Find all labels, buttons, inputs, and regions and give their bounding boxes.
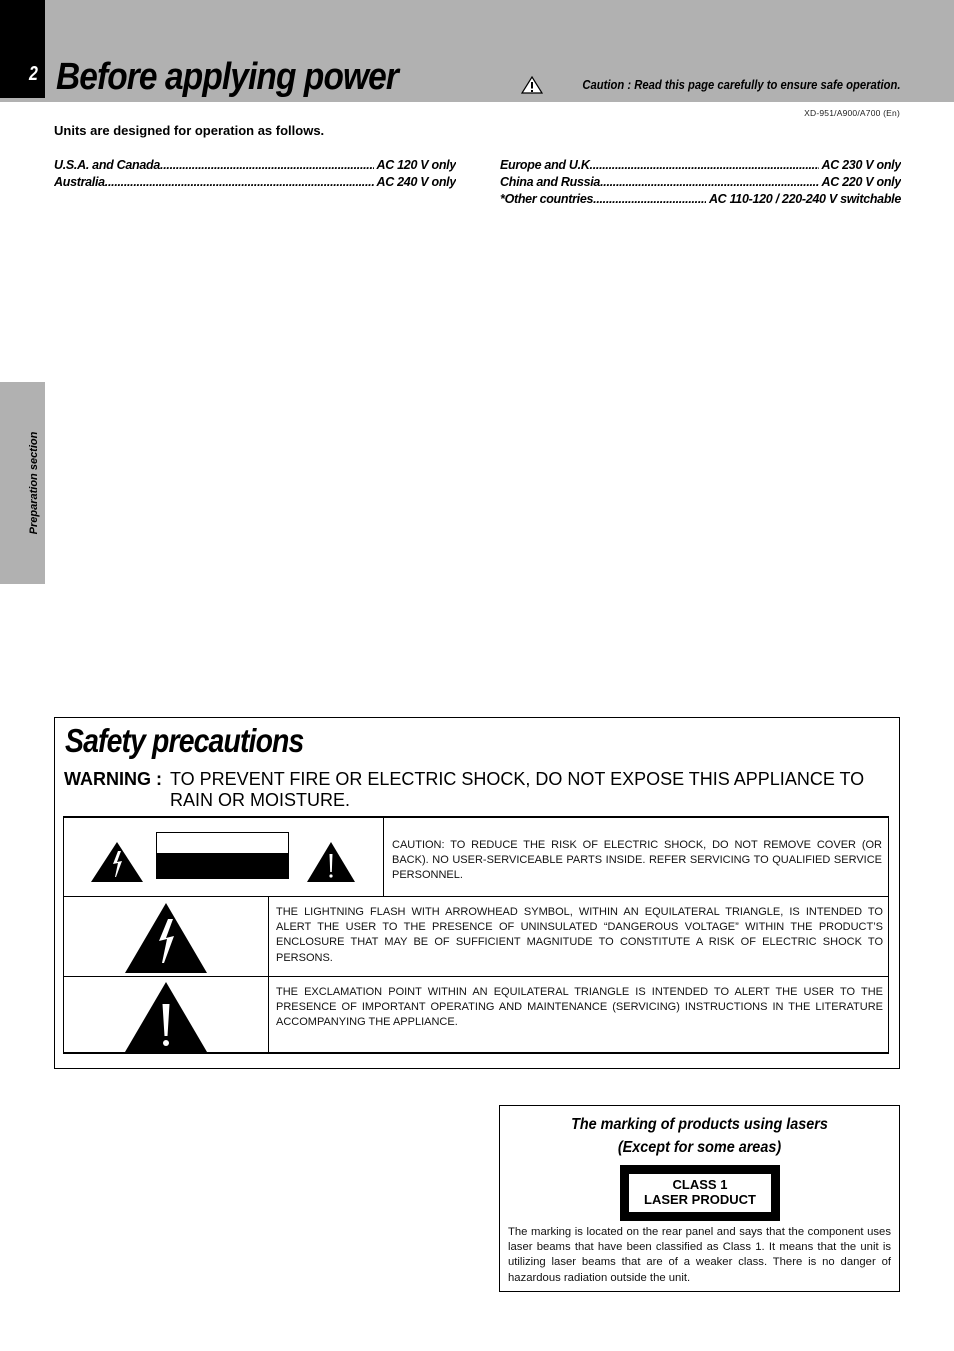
lightning-symbol-row: [64, 897, 888, 977]
caution-description: CAUTION: TO REDUCE THE RISK OF ELECTRIC SHOCK, DO NOT REMOVE COVER (OR BACK). NO USER-SERVICEABLE PARTS INSIDE. REFER SERVICING TO QUALIFIED SERVICE PERSONNEL.: [392, 839, 882, 882]
exclamation-description: THE EXCLAMATION POINT WITHIN AN EQUILATERAL TRIANGLE IS INTENDED TO ALERT THE USER TO THE PRESENCE OF IMPORTANT OPERATING AND MAINTENANCE (SERVICING) INSTRUCTIONS IN THE LITERATURE ACCOMPANYING THE APPLIANCE.: [276, 986, 883, 1029]
region: *Other countries: [500, 192, 594, 206]
page-number-tab: [0, 0, 45, 98]
warning-triangle-icon: [521, 76, 543, 94]
voltage-row: [500, 191, 901, 208]
warning-text: TO PREVENT FIRE OR ELECTRIC SHOCK, DO NOT EXPOSE THIS APPLIANCE TO RAIN OR MOISTURE.: [170, 769, 865, 810]
lightning-triangle-icon: [91, 842, 143, 882]
lightning-icon-cell: [64, 897, 269, 976]
region: China and Russia: [500, 175, 601, 189]
exclamation-icon-cell: [64, 977, 269, 1054]
caution-label-row: [64, 818, 888, 897]
voltage-list-right: [500, 157, 901, 208]
region: Europe and U.K.: [500, 158, 593, 172]
laser-title: [500, 1113, 899, 1159]
laser-title-line1: The marking of products using lasers: [571, 1116, 828, 1133]
class1-laser-label-icon: [620, 1165, 780, 1221]
voltage: AC 110-120 / 220-240 V switchable: [708, 192, 901, 206]
laser-label-line1: CLASS 1: [672, 1177, 728, 1192]
voltage: AC 230 V only: [821, 158, 901, 172]
safety-title: Safety precautions: [65, 722, 304, 759]
laser-marking-box: [499, 1105, 900, 1292]
section-label: Preparation section: [28, 431, 40, 535]
voltage: AC 220 V only: [821, 175, 901, 189]
laser-label-line2: LASER PRODUCT: [644, 1192, 756, 1207]
voltage-row: [500, 157, 901, 174]
exclamation-triangle-icon: [307, 842, 355, 882]
units-intro: Units are designed for operation as follows.: [54, 123, 325, 138]
model-number: XD-951/A900/A700 (En): [804, 108, 900, 118]
voltage-row: [54, 174, 456, 191]
voltage: AC 120 V only: [376, 158, 456, 172]
caution-label-icon: [156, 832, 289, 879]
safety-precautions-box: [54, 717, 900, 1069]
warning-statement: [64, 769, 884, 811]
caution-text: Caution : Read this page carefully to ensure safe operation.: [582, 78, 901, 92]
voltage-row: [54, 157, 456, 174]
voltage-row: [500, 174, 901, 191]
page-title: Before applying power: [56, 56, 398, 98]
lightning-description: THE LIGHTNING FLASH WITH ARROWHEAD SYMBOL, WITHIN AN EQUILATERAL TRIANGLE, IS INTENDED TO ALERT THE USER TO THE PRESENCE OF UNINSULATED “DANGEROUS VOLTAGE” WITHIN THE PRODUCT’S ENCLOSURE THAT MAY BE OF SUFFICIENT MAGNITUDE TO CONSTITUTE A RISK OF ELECTRIC SHOCK TO PERSONS.: [276, 906, 883, 964]
laser-description: The marking is located on the rear panel and says that the component uses laser beams that have been classified as Class 1. It means that the unit is utilizing laser beams that are of a weaker class. There is no danger of hazardous radiation outside the unit.: [508, 1226, 891, 1284]
exclamation-symbol-row: [64, 977, 888, 1054]
page-number: 2: [29, 63, 38, 85]
region: U.S.A. and Canada: [54, 158, 161, 172]
voltage-list-left: [54, 157, 456, 191]
exclamation-triangle-icon: [125, 982, 207, 1052]
caution-icons-cell: [64, 818, 384, 896]
lightning-triangle-icon: [125, 903, 207, 973]
laser-title-line2: (Except for some areas): [617, 1139, 782, 1156]
caution-header: [521, 76, 901, 94]
region: Australia: [54, 175, 105, 189]
warning-label: WARNING :: [64, 769, 162, 789]
safety-symbol-table: [63, 816, 889, 1054]
voltage: AC 240 V only: [376, 175, 456, 189]
